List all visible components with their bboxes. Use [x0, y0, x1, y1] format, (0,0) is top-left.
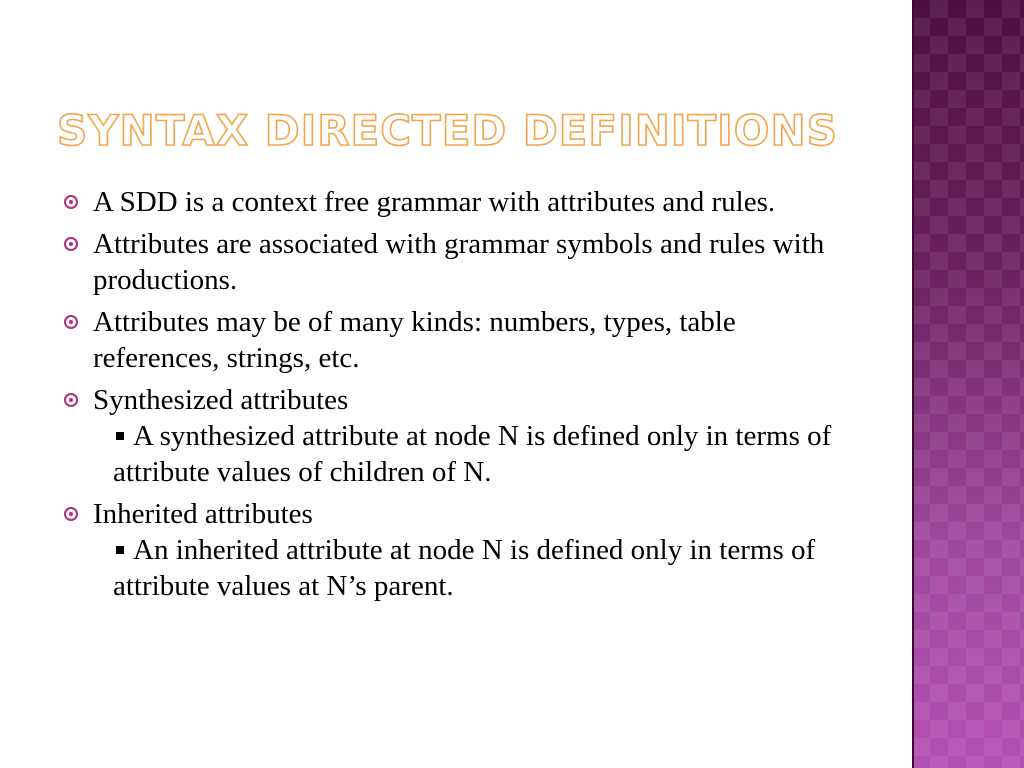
sub-bullet-text: An inherited attribute at node N is defined only in terms of attribute values at N’s parent. [113, 534, 816, 602]
bullet-text: A SDD is a context free grammar with attributes and rules. [93, 186, 776, 218]
bullet-item-1 [62, 184, 862, 220]
sub-bullet-item [93, 418, 862, 490]
slide-body [62, 184, 862, 610]
sub-bullet-text: A synthesized attribute at node N is defined only in terms of attribute values of children of N. [113, 420, 832, 488]
circle-bullet-icon [64, 195, 78, 209]
bullet-item-3 [62, 304, 862, 376]
circle-bullet-icon [64, 507, 78, 521]
bullet-item-5 [62, 496, 862, 604]
bullet-text: Attributes are associated with grammar symbols and rules with productions. [93, 228, 825, 296]
bullet-item-2 [62, 226, 862, 298]
circle-bullet-icon [64, 237, 78, 251]
slide-title: SYNTAX DIRECTED DEFINITIONS [57, 106, 838, 155]
circle-bullet-icon [64, 315, 78, 329]
bullet-text: Synthesized attributes [93, 384, 349, 416]
bullet-text: Inherited attributes [93, 498, 313, 530]
circle-bullet-icon [64, 393, 78, 407]
square-bullet-icon [116, 432, 124, 440]
square-bullet-icon [116, 546, 124, 554]
bullet-text: Attributes may be of many kinds: numbers, types, table references, strings, etc. [93, 306, 736, 374]
bullet-item-4 [62, 382, 862, 490]
sub-bullet-item [93, 532, 862, 604]
decorative-side-band [912, 0, 1024, 768]
